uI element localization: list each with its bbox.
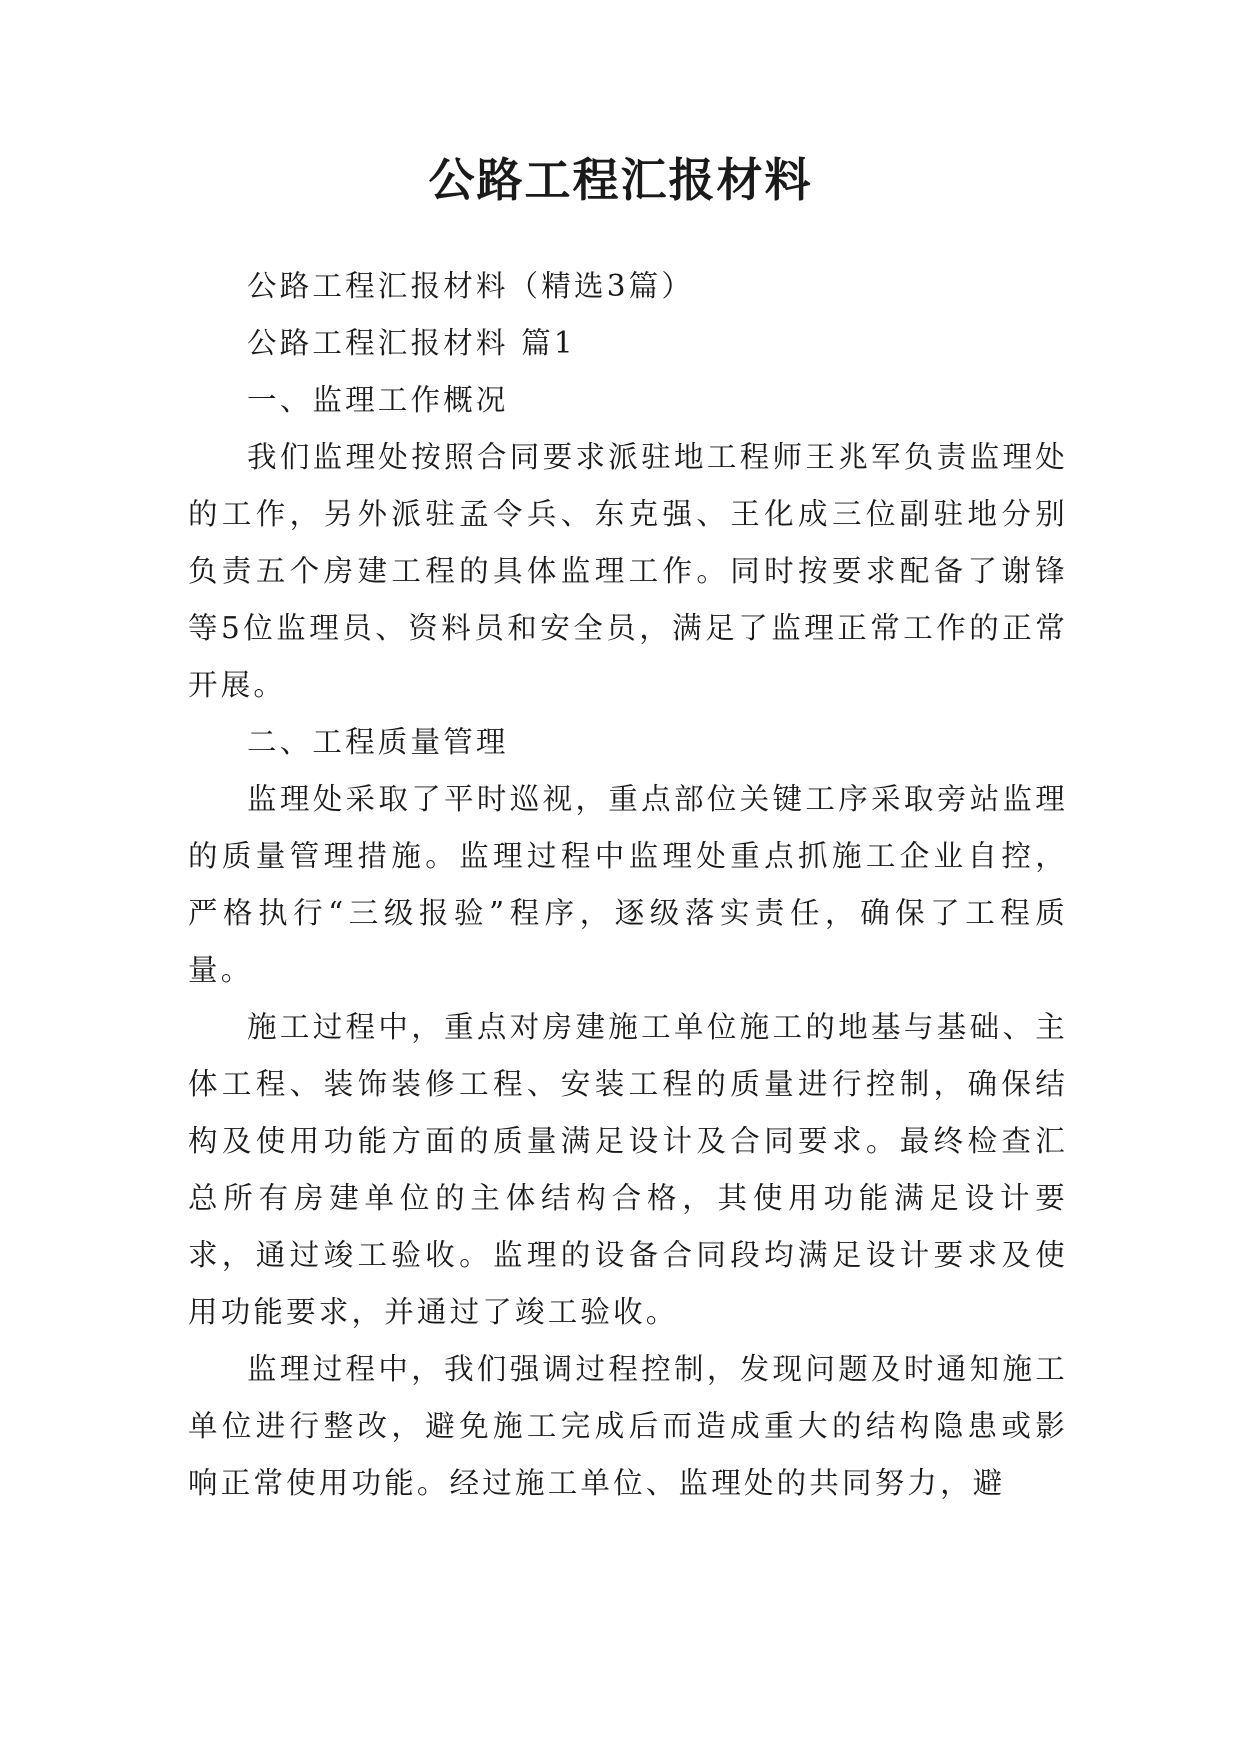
paragraph-staffing: 我们监理处按照合同要求派驻地工程师王兆军负责监理处的工作，另外派驻孟令兵、东克强、王化成三位副驻地分别负责五个房建工程的具体监理工作。同时按要求配备了谢锋等5位监理员、资料员和安全员，满足了监理正常工作的正常开展。 [188,440,1068,702]
subtitle-line: 公路工程汇报材料（精选3篇） [247,269,695,303]
paragraph-quality-measures: 监理处采取了平时巡视，重点部位关键工序采取旁站监理的质量管理措施。监理过程中监理处重点抓施工企业自控，严格执行“三级报验”程序，逐级落实责任，确保了工程质量。 [188,782,1068,987]
document-body [188,258,1068,1512]
heading-supervision-overview: 一、监理工作概况 [247,383,509,417]
paragraph-construction-control: 施工过程中，重点对房建施工单位施工的地基与基础、主体工程、装饰装修工程、安装工程的质量进行控制，确保结构及使用功能方面的质量满足设计及合同要求。最终检查汇总所有房建单位的主体结构合格，其使用功能满足设计要求，通过竣工验收。监理的设备合同段均满足设计要求及使用功能要求，并通过了竣工验收。 [188,1010,1068,1329]
document-title: 公路工程汇报材料 [428,153,813,207]
paragraph-process-control: 监理过程中，我们强调过程控制，发现问题及时通知施工单位进行整改，避免施工完成后而造成重大的结构隐患或影响正常使用功能。经过施工单位、监理处的共同努力，避 [188,1352,1068,1500]
heading-quality-management: 二、工程质量管理 [247,725,509,759]
section-heading-part-1: 公路工程汇报材料 篇1 [247,326,576,360]
